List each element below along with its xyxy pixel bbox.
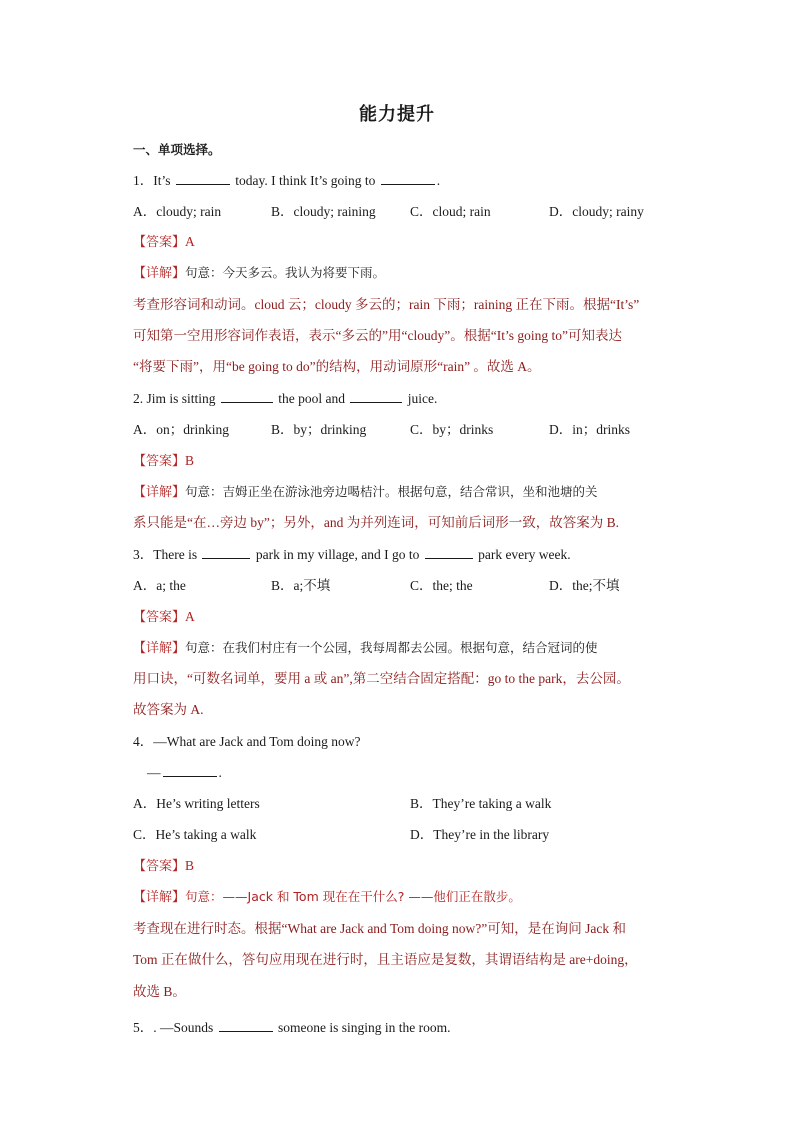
q4-detail xyxy=(133,887,521,908)
detail-text: 句意：——Jack 和 Tom 现在在干什么? ——他们正在散步。 xyxy=(185,889,521,904)
q1-option-c: C．cloud; rain xyxy=(410,204,491,219)
question-5 xyxy=(133,1018,451,1038)
question-4-dash: — xyxy=(147,765,161,780)
blank xyxy=(163,764,217,777)
detail-tag: 【详解】 xyxy=(133,266,186,281)
q2-explanation-1: 系只能是“在…旁边 by”；另外，and 为并列连词，可知前后词形一致，故答案为 B. xyxy=(133,515,619,530)
q4-option-d: D．They’re in the library xyxy=(410,827,550,842)
question-2-text-a: 2. Jim is sitting xyxy=(133,391,216,406)
q1-detail xyxy=(133,263,385,284)
answer-tag: 【答案】 xyxy=(133,235,186,250)
detail-text: 句意：今天多云。我认为将要下雨。 xyxy=(185,265,386,280)
detail-tag: 【详解】 xyxy=(133,890,186,905)
blank xyxy=(425,546,473,559)
q1-answer xyxy=(133,232,195,253)
q3-explanation-2: 故答案为 A. xyxy=(133,702,204,717)
answer-value: B xyxy=(185,453,195,468)
q3-option-a: A．a; the xyxy=(133,578,186,593)
answer-tag: 【答案】 xyxy=(133,859,186,874)
page-title: 能力提升 xyxy=(359,104,435,125)
q4-explanation-1: 考查现在进行时态。根据“What are Jack and Tom doing now?”可知，是在询问 Jack 和 xyxy=(133,921,626,936)
answer-value: A xyxy=(185,234,195,249)
question-5-text-a: 5．. —Sounds xyxy=(133,1020,214,1035)
question-4: 4．—What are Jack and Tom doing now? xyxy=(133,734,361,749)
blank xyxy=(219,1019,273,1032)
question-5-text-b: someone is singing in the room. xyxy=(278,1020,451,1035)
q3-option-d: D．the;不填 xyxy=(549,578,620,593)
answer-value: B xyxy=(185,858,195,873)
q4-option-c: C．He’s taking a walk xyxy=(133,827,257,842)
answer-value: A xyxy=(185,609,195,624)
q3-explanation-1: 用口诀，“可数名词单，要用 a 或 an”,第二空结合固定搭配：go to the park，去公园。 xyxy=(133,671,630,686)
q1-option-d: D．cloudy; rainy xyxy=(549,204,644,219)
blank xyxy=(350,390,402,403)
question-3-text-b: park in my village, and I go to xyxy=(255,547,420,562)
detail-text: 句意：在我们村庄有一个公园，我每周都去公园。根据句意，结合冠词的使 xyxy=(185,640,598,655)
q4-explanation-3: 故选 B。 xyxy=(133,984,186,999)
question-4-reply xyxy=(147,763,222,783)
question-2 xyxy=(133,389,437,409)
q1-option-a: A．cloudy; rain xyxy=(133,204,222,219)
question-2-text-b: the pool and xyxy=(278,391,346,406)
detail-tag: 【详解】 xyxy=(133,485,186,500)
q4-option-a: A．He’s writing letters xyxy=(133,796,260,811)
answer-tag: 【答案】 xyxy=(133,610,186,625)
section-heading: 一、单项选择。 xyxy=(133,142,221,157)
q2-option-c: C．by；drinks xyxy=(410,422,494,437)
blank xyxy=(221,390,273,403)
question-3 xyxy=(133,545,571,565)
blank xyxy=(381,172,435,185)
q1-explanation-3: “将要下雨”，用“be going to do”的结构，用动词原形“rain” 。故选 A。 xyxy=(133,359,541,374)
blank xyxy=(202,546,250,559)
q2-option-a: A．on；drinking xyxy=(133,422,229,437)
q3-detail xyxy=(133,638,598,659)
q4-answer xyxy=(133,856,194,877)
blank xyxy=(176,172,230,185)
question-1-text-a: 1．It’s xyxy=(133,173,171,188)
question-1 xyxy=(133,171,440,191)
q2-answer xyxy=(133,451,194,472)
question-3-text-c: park every week. xyxy=(478,547,571,562)
question-4-period: . xyxy=(218,765,222,780)
q4-explanation-2: Tom 正在做什么，答句应用现在进行时，且主语应是复数，其谓语结构是 are+doing， xyxy=(133,952,638,967)
q1-explanation-2: 可知第一空用形容词作表语，表示“多云的”用“cloudy”。根据“It’s going to”可知表达 xyxy=(133,328,622,343)
detail-tag: 【详解】 xyxy=(133,641,186,656)
q3-option-c: C．the; the xyxy=(410,578,473,593)
question-1-text-b: today. I think It’s going to xyxy=(235,173,376,188)
q1-explanation-1: 考查形容词和动词。cloud 云；cloudy 多云的；rain 下雨；raining 正在下雨。根据“It’s” xyxy=(133,297,640,312)
q2-option-d: D．in；drinks xyxy=(549,422,630,437)
question-2-text-c: juice. xyxy=(407,391,438,406)
question-3-text-a: 3．There is xyxy=(133,547,198,562)
detail-text: 句意：吉姆正坐在游泳池旁边喝桔汁。根据句意，结合常识，坐和池塘的关 xyxy=(185,484,598,499)
q4-option-b: B．They’re taking a walk xyxy=(410,796,552,811)
q3-answer xyxy=(133,607,195,628)
answer-tag: 【答案】 xyxy=(133,454,186,469)
question-1-text-c: . xyxy=(436,173,441,188)
q2-detail xyxy=(133,482,598,503)
q1-option-b: B．cloudy; raining xyxy=(271,204,376,219)
q2-option-b: B．by；drinking xyxy=(271,422,367,437)
q3-option-b: B．a;不填 xyxy=(271,578,331,593)
